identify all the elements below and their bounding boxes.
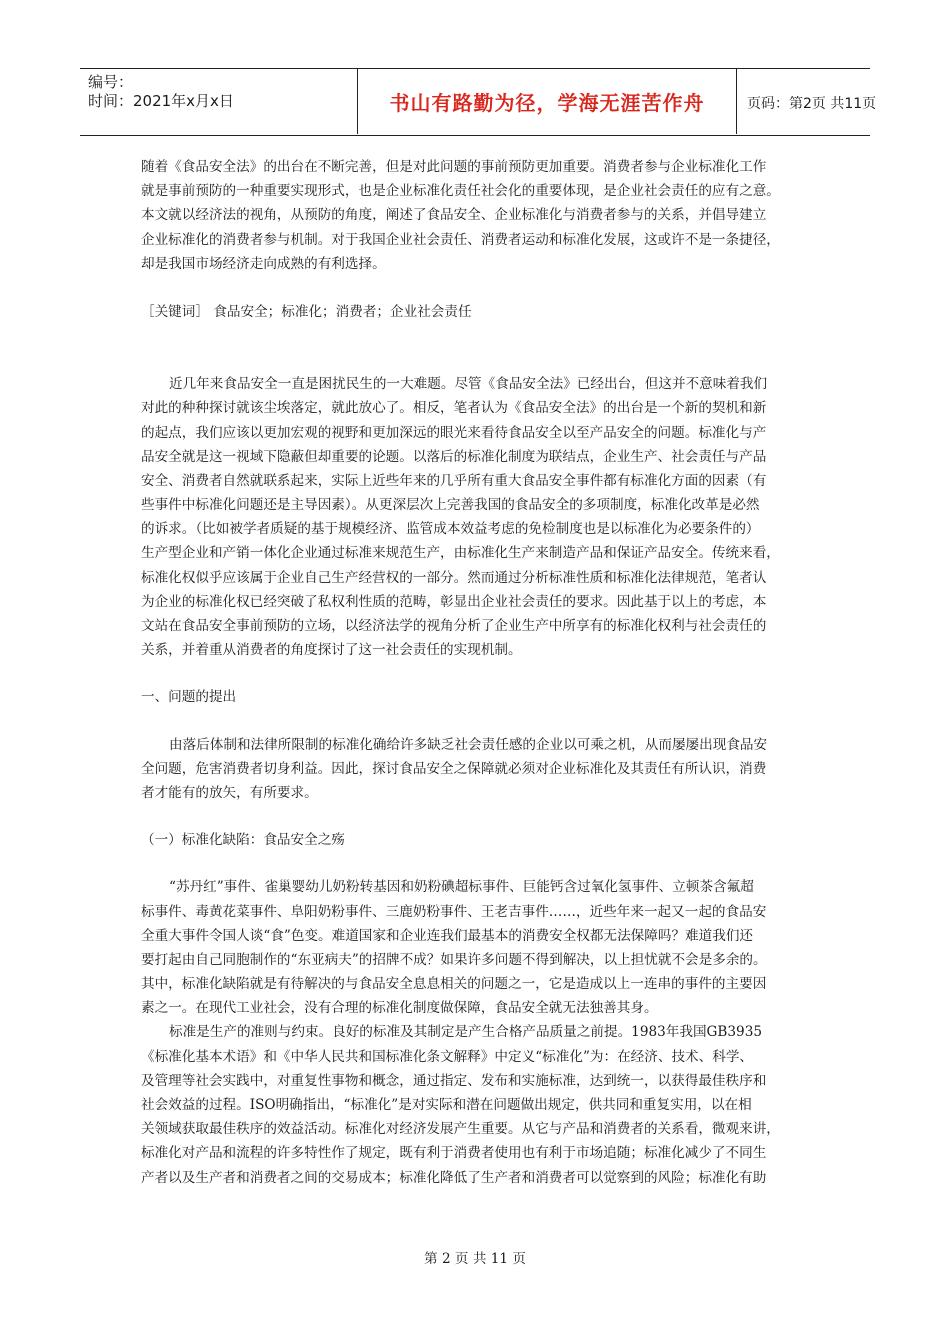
header-motto: 书山有路勤为径，学海无涯苦作舟 [389, 91, 705, 115]
text-line: 生产型企业和产销一体化企业通过标准来规范生产，由标准化生产来制造产品和保证产品安全。传统来看， [141, 545, 780, 562]
text-line: 文站在食品安全事前预防的立场，以经济法学的视角分析了企业生产中所享有的标准化权利与社会责任的 [141, 618, 767, 634]
subsection-paragraph [141, 875, 813, 1020]
text-line: 《标准化基本术语》和《中华人民共和国标准化条文解释》中定义“标准化”为：在经济、技术、科学、 [141, 1048, 754, 1065]
text-line: 近几年来食品安全一直是困扰民生的一大难题。尽管《食品安全法》已经出台，但这并不意味着我们 [169, 376, 768, 393]
section-paragraph [141, 733, 813, 806]
text-line: 产者以及生产者和消费者之间的交易成本；标准化降低了生产者和消费者可以觉察到的风险；标准化有助 [141, 1169, 767, 1186]
text-line: 标准化权似乎应该属于企业自己生产经营权的一部分。然而通过分析标准性质和标准化法律规范，笔者认 [141, 569, 767, 586]
text-line: 素之一。在现代工业社会，没有合理的标准化制度做保障，食品安全就无法独善其身。 [141, 1000, 658, 1017]
abstract-paragraph [141, 155, 813, 276]
header-motto-cell [357, 69, 737, 134]
text-line: 对此的种种探讨就该尘埃落定，就此放心了。相反，笔者认为《食品安全法》的出台是一个新的契机和新 [141, 400, 767, 417]
text-line: 关系，并着重从消费者的角度探讨了这一社会责任的实现机制。 [141, 642, 522, 659]
text-line: 的起点，我们应该以更加宏观的视野和更加深远的眼光来看待食品安全以至产品安全的问题。标准化与产 [141, 424, 767, 441]
document-body [141, 155, 813, 1190]
text-line: 标事件、毒黄花菜事件、阜阳奶粉事件、三鹿奶粉事件、王老吉事件……，近些年来一起又一起的食品安 [141, 903, 767, 920]
text-line: 标准化对产品和流程的许多特性作了规定，既有利于消费者使用也有利于市场追随；标准化减少了不同生 [141, 1145, 767, 1162]
document-date-label: 时间：2021年x月x日 [88, 92, 234, 110]
text-line: 及管理等社会实践中，对重复性事物和概念，通过指定、发布和实施标准，达到统一，以获得最佳秩序和 [141, 1072, 767, 1089]
text-line: 随着《食品安全法》的出台在不断完善，但是对此问题的事前预防更加重要。消费者参与企业标准化工作 [141, 159, 767, 175]
text-line: 全重大事件令国人谈“食”色变。难道国家和企业连我们最基本的消费安全权都无法保障吗？难道我们还 [141, 927, 754, 944]
text-line: 标准是生产的准则与约束。良好的标准及其制定是产生合格产品质量之前提。1983年我国GB3935 [169, 1024, 763, 1041]
text-line: 些事件中标准化问题还是主导因素）。从更深层次上完善我国的食品安全的多项制度，标准化改革是必然 [141, 497, 760, 514]
text-line: 却是我国市场经济走向成熟的有利选择。 [141, 255, 386, 272]
intro-paragraph [141, 372, 813, 662]
text-line: 的诉求。（比如被学者质疑的基于规模经济、监管成本效益考虑的免检制度也是以标准化为必要条件的） [141, 521, 760, 538]
text-line: 者才能有的放矢，有所要求。 [141, 784, 318, 801]
header-meta [88, 73, 353, 111]
text-line: 为企业的标准化权已经突破了私权利性质的范畴，彰显出企业社会责任的要求。因此基于以上的考虑，本 [141, 593, 767, 610]
text-line: 品安全就是这一视域下隐蔽但却重要的论题。以落后的标准化制度为联结点，企业生产、社会责任与产品 [141, 448, 767, 465]
text-line: 社会效益的过程。ISO明确指出，“标准化”是对实际和潜在问题做出规定，供共同和重复实用，以在相 [141, 1097, 752, 1113]
page-footer: 第 2 页 共 11 页 [424, 1251, 526, 1267]
header-page-info: 页码：第2页 共11页 [747, 96, 877, 112]
text-line: 其中，标准化缺陷就是有待解决的与食品安全息息相关的问题之一，它是造成以上一连串的事件的主要因 [141, 976, 767, 993]
text-line: 关领域获取最佳秩序的效益活动。标准化对经济发展产生重要。从它与产品和消费者的关系看，微观来讲， [141, 1121, 780, 1138]
text-line: 本文就以经济法的视角，从预防的角度，阐述了食品安全、企业标准化与消费者参与的关系，并倡导建立 [141, 207, 767, 224]
text-line: “苏丹红”事件、雀巢婴幼儿奶粉转基因和奶粉碘超标事件、巨能钙含过氧化氢事件、立顿茶含氟超 [169, 879, 754, 896]
document-number-label: 编号： [88, 73, 134, 91]
subsection-paragraph [141, 1020, 813, 1189]
text-line: 全问题，危害消费者切身利益。因此，探讨食品安全之保障就必须对企业标准化及其责任有所认识，消费 [141, 760, 767, 777]
text-line: 企业标准化的消费者参与机制。对于我国企业社会责任、消费者运动和标准化发展，这或许不是一条捷径， [141, 231, 780, 248]
text-line: 由落后体制和法律所限制的标准化确给许多缺乏社会责任感的企业以可乘之机，从而屡屡出现食品安 [169, 736, 768, 753]
section-heading: 一、问题的提出 [141, 689, 237, 706]
subsection-heading: （一）标准化缺陷：食品安全之殇 [141, 832, 345, 849]
text-line: 安全、消费者自然就联系起来，实际上近些年来的几乎所有重大食品安全事件都有标准化方面的因素（有 [141, 472, 767, 489]
text-line: 要打起由自己同胞制作的“东亚病夫”的招牌不成？如果许多问题不得到解决，以上担忧就不会是多余的。 [141, 951, 767, 968]
page-header [80, 68, 877, 136]
keywords-line: ［关键词］ 食品安全；标准化；消费者；企业社会责任 [141, 303, 472, 320]
text-line: 就是事前预防的一种重要实现形式，也是企业标准化责任社会化的重要体现，是企业社会责任的应有之意。 [141, 183, 780, 200]
